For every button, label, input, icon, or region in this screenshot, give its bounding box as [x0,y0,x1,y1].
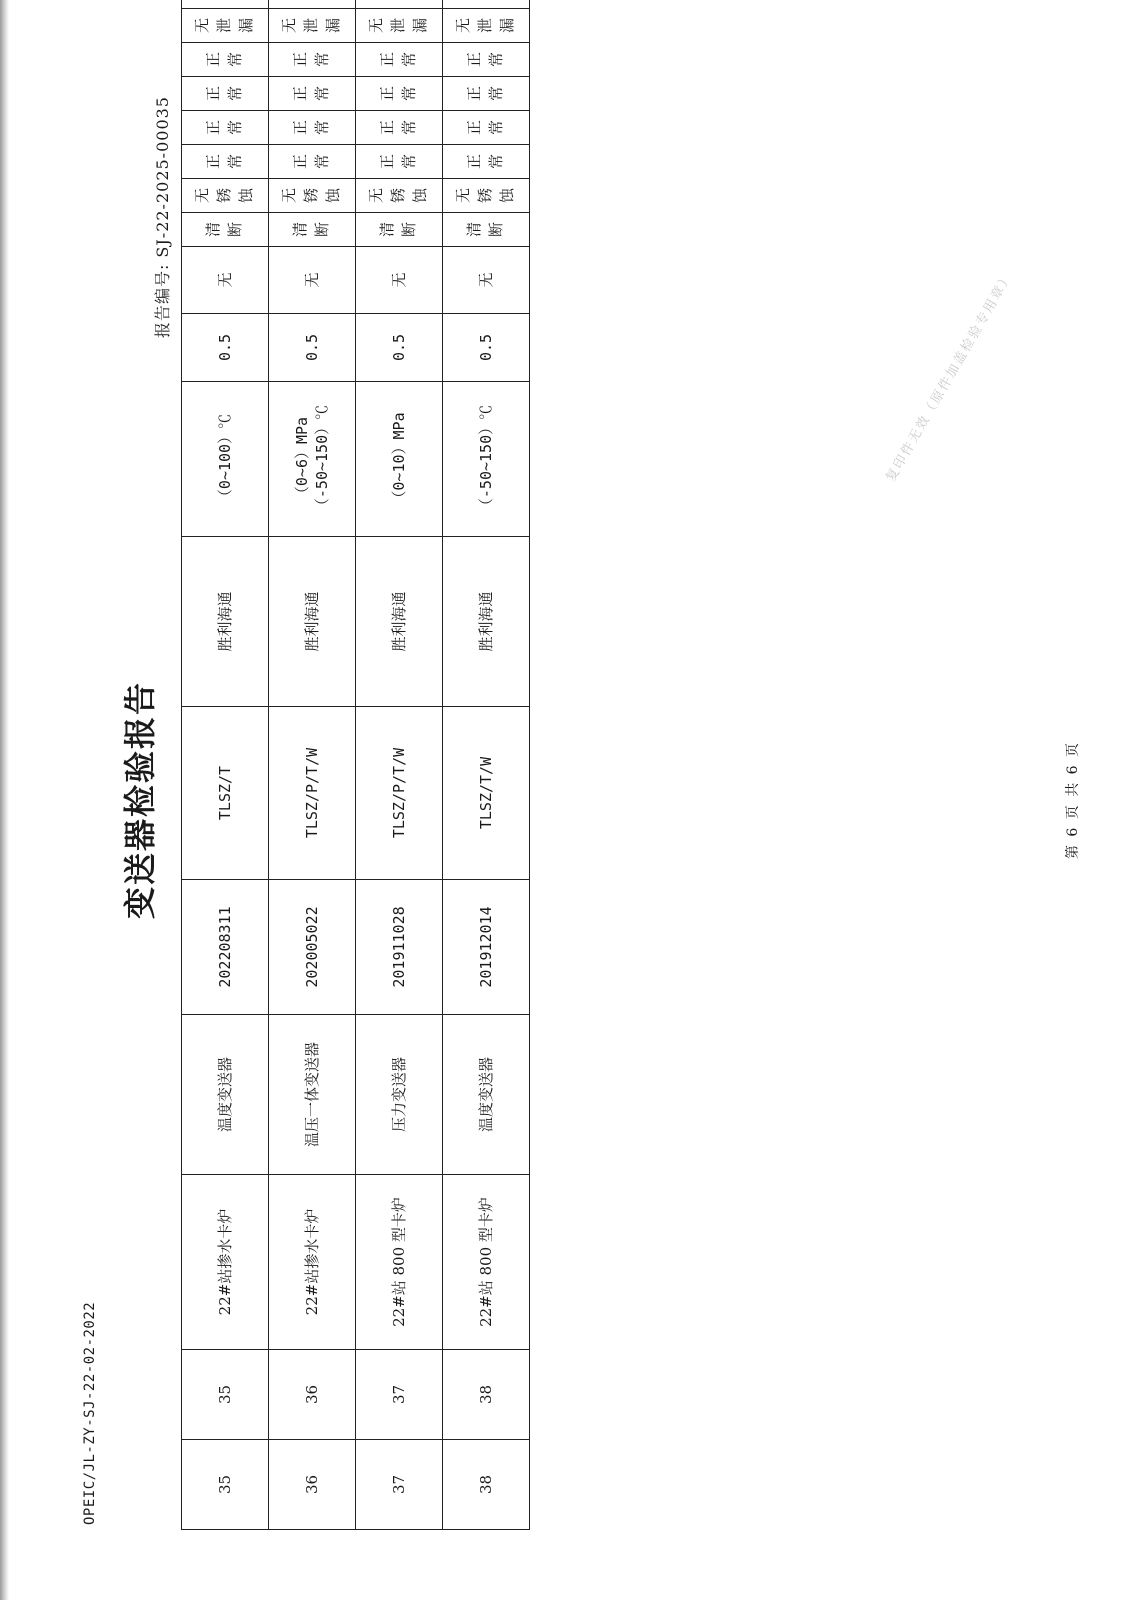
range-cell: （0~10）MPa [356,382,443,537]
page-title: 变送器检验报告 [121,681,159,920]
location-cell: 22#站 800 型卡炉 [356,1175,443,1350]
leak-cell: 无泄漏 [443,9,530,43]
range-cell: （0~6）MPa （-50~150）℃ [269,382,356,537]
model-cell: TLSZ/P/T/W [356,707,443,880]
check-cell: 正常 [443,77,530,111]
damage-cell: 无 [356,247,443,314]
device-name-cell: 温度变送器 [182,1015,269,1175]
manufacturer-cell: 胜利海通 [356,537,443,707]
check-cell: 正常 [356,77,443,111]
row-number-cell: 35 [182,1440,269,1530]
damage-cell: 无 [443,247,530,314]
watermark-text: 复印件无效（原件加盖检验专用章） [883,269,1017,485]
row-number-cell: 38 [443,1440,530,1530]
table-row [269,0,356,1530]
check-cell: 正常 [182,77,269,111]
nameplate-cell: 清断 [443,213,530,247]
check-cell: 正常 [269,77,356,111]
accuracy-cell: 0.5 [182,314,269,382]
device-name-cell: 压力变送器 [356,1015,443,1175]
table-row [356,0,443,1530]
result-cell [182,0,269,9]
serial-number-cell: 201911028 [356,880,443,1015]
leak-cell: 无泄漏 [356,9,443,43]
leak-cell: 无泄漏 [269,9,356,43]
nameplate-cell: 清断 [269,213,356,247]
check-cell: 正常 [269,111,356,145]
check-cell: 正常 [443,43,530,77]
check-cell: 正常 [443,145,530,179]
row-number-cell: 37 [356,1440,443,1530]
device-name-cell: 温度变送器 [443,1015,530,1175]
check-cell: 正常 [356,43,443,77]
result-cell [443,0,530,9]
manufacturer-cell: 胜利海通 [443,537,530,707]
device-name-cell: 温压一体变送器 [269,1015,356,1175]
location-cell: 22#站 800 型卡炉 [443,1175,530,1350]
page-number: 第 6 页 共 6 页 [1065,740,1081,860]
corrosion-cell: 无锈蚀 [269,179,356,213]
corrosion-cell: 无锈蚀 [182,179,269,213]
serial-number-cell: 201912014 [443,880,530,1015]
check-cell: 正常 [356,111,443,145]
result-cell [356,0,443,9]
damage-cell: 无 [269,247,356,314]
corrosion-cell: 无锈蚀 [356,179,443,213]
check-cell: 正常 [443,111,530,145]
transmitter-table [181,0,530,1530]
index-cell: 38 [443,1350,530,1440]
accuracy-cell: 0.5 [356,314,443,382]
index-cell: 35 [182,1350,269,1440]
index-cell: 37 [356,1350,443,1440]
accuracy-cell: 0.5 [269,314,356,382]
damage-cell: 无 [182,247,269,314]
manufacturer-cell: 胜利海通 [182,537,269,707]
check-cell: 正常 [269,145,356,179]
accuracy-cell: 0.5 [443,314,530,382]
row-number-cell: 36 [269,1440,356,1530]
table-row [182,0,269,1530]
table-row [443,0,530,1530]
range-cell: （-50~150）℃ [443,382,530,537]
document-code: OPEIC/JL-ZY-SJ-22-02-2022 [82,1301,98,1525]
corrosion-cell: 无锈蚀 [443,179,530,213]
check-cell: 正常 [182,43,269,77]
manufacturer-cell: 胜利海通 [269,537,356,707]
model-cell: TLSZ/P/T/W [269,707,356,880]
report-number: 报告编号: SJ-22-2025-00035 [153,96,172,339]
location-cell: 22#站掺水卡炉 [182,1175,269,1350]
location-cell: 22#站掺水卡炉 [269,1175,356,1350]
check-cell: 正常 [356,145,443,179]
index-cell: 36 [269,1350,356,1440]
range-cell: （0~100）℃ [182,382,269,537]
result-cell [269,0,356,9]
check-cell: 正常 [269,43,356,77]
model-cell: TLSZ/T/W [443,707,530,880]
serial-number-cell: 202005022 [269,880,356,1015]
nameplate-cell: 清断 [182,213,269,247]
nameplate-cell: 清断 [356,213,443,247]
check-cell: 正常 [182,145,269,179]
check-cell: 正常 [182,111,269,145]
model-cell: TLSZ/T [182,707,269,880]
serial-number-cell: 202208311 [182,880,269,1015]
leak-cell: 无泄漏 [182,9,269,43]
